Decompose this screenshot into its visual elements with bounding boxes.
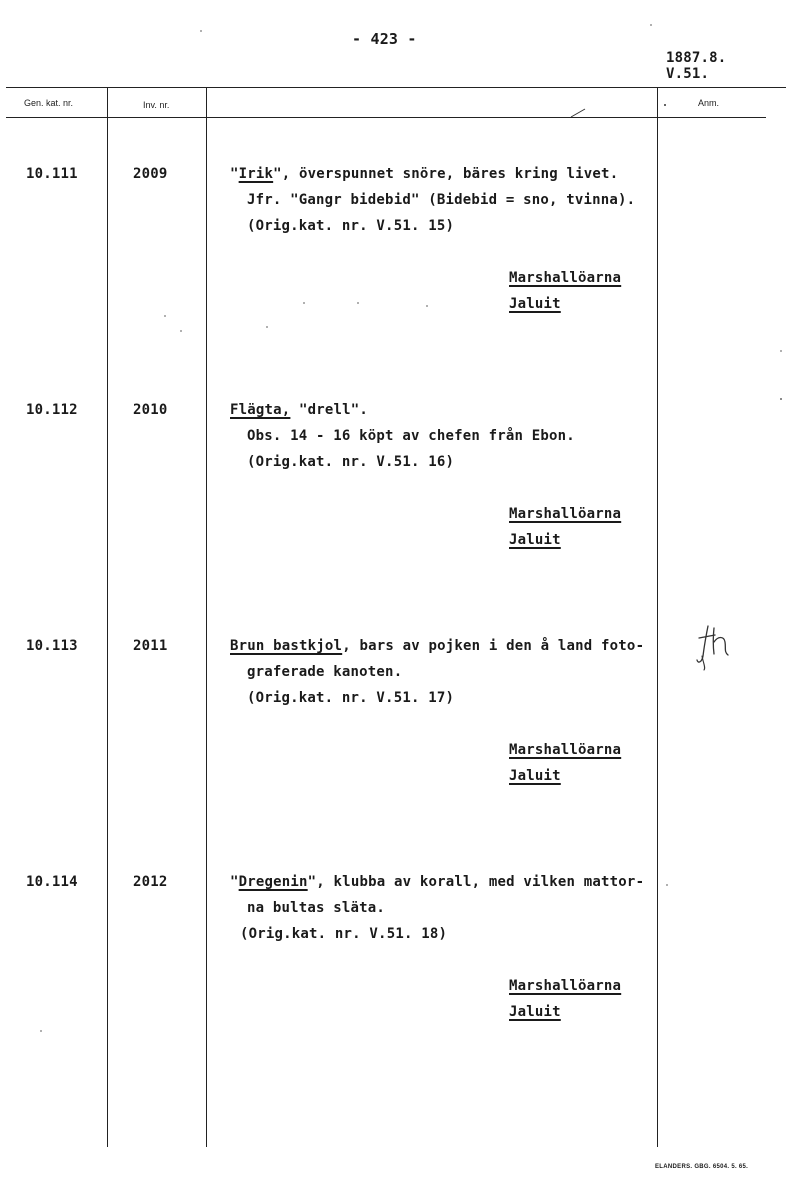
pen-tick-mark xyxy=(570,108,586,118)
entry-line-1-rest: ", klubba av korall, med vilken mattor- xyxy=(307,874,645,890)
scan-speck xyxy=(426,305,428,307)
page-number: - 423 - xyxy=(352,30,417,48)
entry-line-1-rest: , överspunnet snöre, bäres kring livet. xyxy=(281,166,619,182)
corner-date: 1887.8. xyxy=(666,50,727,66)
entry-locality: Jaluit xyxy=(509,1004,561,1020)
entry-locality: Jaluit xyxy=(509,532,561,548)
col-divider-3 xyxy=(657,87,658,1147)
entry-gen-number: 10.113 xyxy=(26,638,78,654)
scan-speck xyxy=(666,884,668,886)
entry-line-1: "Irik", överspunnet snöre, bäres kring livet. xyxy=(230,166,619,182)
col-divider-2 xyxy=(206,87,207,1147)
scan-speck xyxy=(780,398,782,400)
scan-speck xyxy=(357,302,359,304)
scan-speck xyxy=(780,350,782,352)
entry-line-1 xyxy=(230,402,368,418)
entry-item-name: Brun bastkjol xyxy=(230,638,343,654)
entry-line-3: (Orig.kat. nr. V.51. 17) xyxy=(247,690,455,706)
entry-inv-number: 2012 xyxy=(133,874,168,890)
entry-gen-number: 10.111 xyxy=(26,166,78,182)
entry-locality: Jaluit xyxy=(509,296,561,312)
corner-ref: V.51. xyxy=(666,66,710,82)
scan-speck xyxy=(664,104,666,106)
entry-line-2: Obs. 14 - 16 köpt av chefen från Ebon. xyxy=(247,428,575,444)
entry-item-name: Flägta, xyxy=(230,402,291,418)
entry-line-3: (Orig.kat. nr. V.51. 18) xyxy=(240,926,448,942)
scan-speck xyxy=(266,326,268,328)
entry-line-2: na bultas släta. xyxy=(247,900,386,916)
scan-speck xyxy=(40,1030,42,1032)
entry-place: Marshallöarna xyxy=(509,270,622,286)
entry-line-2: Jfr. "Gangr bidebid" (Bidebid = sno, tvinna). xyxy=(247,192,636,208)
handwritten-initials-mark xyxy=(694,622,734,672)
entry-gen-number: 10.112 xyxy=(26,402,78,418)
col-divider-1 xyxy=(107,87,108,1147)
column-header-gen-kat-nr: Gen. kat. nr. xyxy=(24,98,74,108)
header-top-rule xyxy=(6,87,786,88)
entry-inv-number: 2010 xyxy=(133,402,168,418)
column-header-inv-nr: Inv. nr. xyxy=(143,100,170,110)
header-bottom-rule xyxy=(6,117,766,118)
entry-item-name: Dregenin xyxy=(238,874,308,890)
entry-line-1 xyxy=(230,638,644,654)
entry-place: Marshallöarna xyxy=(509,742,622,758)
scan-speck xyxy=(650,24,652,26)
entry-place: Marshallöarna xyxy=(509,978,622,994)
entry-line-1-rest: "drell". xyxy=(290,402,369,418)
entry-line-1: "Dregenin", klubba av korall, med vilken mattor- xyxy=(230,874,645,890)
printer-imprint: ELANDERS. GBG. 6504. 5. 65. xyxy=(655,1164,749,1170)
entry-inv-number: 2009 xyxy=(133,166,168,182)
entry-inv-number: 2011 xyxy=(133,638,168,654)
scan-speck xyxy=(164,315,166,317)
entry-item-name: Irik xyxy=(238,166,274,182)
entry-gen-number: 10.114 xyxy=(26,874,78,890)
entry-line-3: (Orig.kat. nr. V.51. 16) xyxy=(247,454,455,470)
entry-locality: Jaluit xyxy=(509,768,561,784)
entry-place: Marshallöarna xyxy=(509,506,622,522)
column-header-anm: Anm. xyxy=(698,98,720,108)
scan-speck xyxy=(303,302,305,304)
scan-speck xyxy=(180,330,182,332)
scan-speck xyxy=(200,30,202,32)
entry-line-1-rest: , bars av pojken i den å land foto- xyxy=(342,638,645,654)
entry-line-2: graferade kanoten. xyxy=(247,664,403,680)
entry-line-3: (Orig.kat. nr. V.51. 15) xyxy=(247,218,455,234)
